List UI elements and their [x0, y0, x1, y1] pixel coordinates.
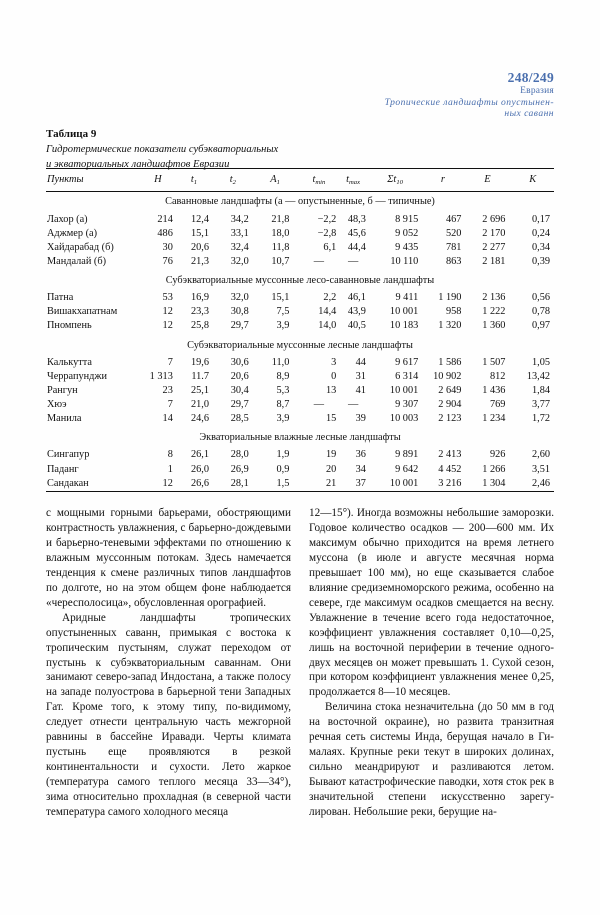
table-cell-K: 0,17: [531, 213, 550, 225]
table-cell-E: 1 266: [482, 463, 506, 475]
table-row: [46, 384, 554, 398]
table-cell-r: 10 902: [433, 370, 462, 382]
table-cell-t2: 26,9: [230, 463, 249, 475]
table-cell-K: 0,34: [531, 241, 550, 253]
table-cell-r: 958: [446, 306, 462, 318]
table-row-label: Вишакхапатнам: [47, 306, 118, 318]
table-cell-K: 13,42: [526, 370, 550, 382]
table-cell-K: 0,56: [531, 292, 550, 304]
table-cell-tmin: 3: [331, 356, 337, 368]
table-bottom-rule: [46, 491, 554, 492]
table-cell-t2: 32,4: [230, 241, 249, 253]
table-cell-K: 3,77: [531, 398, 550, 410]
table-row-label: Черрапунджи: [47, 370, 108, 382]
table-cell-tmax: 31: [355, 370, 366, 382]
table-cell-K: 0,78: [531, 306, 550, 318]
text-column-left: [46, 506, 291, 820]
table-cell-r: 2 123: [438, 413, 462, 425]
col-head-k: [515, 169, 554, 192]
table-row: [46, 463, 554, 477]
table-cell-r: 781: [446, 241, 462, 253]
col-head-h: [143, 169, 179, 192]
table-cell-A1: 7,5: [276, 306, 290, 318]
table-cell-E: 1 304: [482, 477, 506, 489]
table-section-header: [46, 192, 554, 213]
table-body: [46, 192, 554, 491]
table-cell-t2: 30,6: [230, 356, 249, 368]
table-cell-E: 1 507: [482, 356, 506, 368]
table-cell-A1: 3,9: [276, 413, 290, 425]
table-cell-A1: 0,9: [276, 463, 290, 475]
table-cell-t2: 32,0: [230, 292, 249, 304]
col-head-tmax-sub: max: [349, 179, 361, 186]
table-cell-tmin: 15: [326, 413, 337, 425]
table-section-header: [46, 426, 554, 448]
col-head-tmax: [340, 169, 372, 192]
table-cell-t2: 32,0: [230, 255, 249, 267]
table-cell-E: 926: [489, 449, 506, 461]
table-row-label: Сингапур: [47, 449, 90, 461]
table-cell-t2: 28,0: [230, 449, 249, 461]
col-head-t2-sub: 2: [232, 179, 236, 186]
table-section-title: Субэкваториальные муссонные лесо-саванновые ландшафты: [165, 275, 435, 287]
table-cell-tmax: —: [347, 255, 359, 267]
table-cell-E: 2 696: [482, 213, 506, 225]
table-cell-A1: 1,5: [276, 477, 290, 489]
table-cell-sumt10: 10 110: [390, 255, 419, 267]
table-cell-t2: 34,2: [230, 213, 249, 225]
table-row-label: Патна: [47, 292, 74, 304]
data-table: [46, 168, 554, 491]
table-cell-tmax: 39: [355, 413, 366, 425]
table-row-label: Пномпень: [47, 320, 92, 332]
table-cell-E: 1 360: [482, 320, 506, 332]
table-cell-H: 76: [162, 255, 173, 267]
table-row: [46, 241, 554, 255]
table-row: [46, 477, 554, 491]
hydrothermal-table: [46, 168, 554, 492]
col-head-a1: [261, 169, 302, 192]
table-cell-sumt10: 9 891: [395, 449, 419, 461]
table-cell-t2: 30,8: [230, 306, 249, 318]
table-cell-r: 1 190: [438, 292, 462, 304]
table-cell-H: 12: [162, 320, 173, 332]
table-cell-H: 12: [162, 306, 173, 318]
col-head-sumt10-text: Σt: [387, 174, 397, 185]
table-cell-K: 3,51: [531, 463, 550, 475]
col-head-e-text: E: [484, 174, 491, 185]
table-cell-t1: 20,6: [191, 241, 210, 253]
table-cell-t2: 29,7: [230, 398, 249, 410]
table-cell-t1: 25,8: [191, 320, 210, 332]
table-cell-t1: 24,6: [191, 413, 210, 425]
table-cell-E: 812: [489, 370, 506, 382]
table-cell-A1: 10,7: [271, 255, 290, 267]
table-row-label: Паданг: [47, 463, 79, 475]
col-head-r-text: r: [440, 174, 445, 185]
table-cell-tmin: 14,4: [318, 306, 337, 318]
table-cell-H: 7: [167, 356, 173, 368]
table-cell-H: 14: [162, 413, 173, 425]
col-head-k-text: K: [529, 174, 537, 185]
page-folio: 248/249: [507, 70, 554, 85]
table-cell-tmax: 48,3: [347, 213, 366, 225]
table-row-label: Хайдарабад (б): [47, 241, 114, 253]
table-cell-E: 2 181: [482, 255, 506, 267]
table-cell-A1: 3,9: [276, 320, 290, 332]
table-row-label: Хюэ: [47, 398, 67, 410]
table-header-row: [46, 169, 554, 192]
table-cell-r: 2 649: [438, 384, 462, 396]
table-cell-sumt10: 10 183: [389, 320, 419, 332]
body-text: [46, 506, 554, 820]
table-row-label: Калькутта: [47, 356, 92, 368]
table-cell-K: 0,24: [531, 227, 550, 239]
table-cell-E: 1 234: [482, 413, 506, 425]
table-cell-t1: 25,1: [191, 384, 210, 396]
table-cell-tmax: 36: [355, 449, 366, 461]
table-cell-r: 1 586: [438, 356, 462, 368]
table-cell-t1: 26,6: [191, 477, 210, 489]
col-head-sumt10: [372, 169, 424, 192]
table-row: [46, 370, 554, 384]
table-row: [46, 291, 554, 305]
table-cell-t1: 26,0: [191, 463, 210, 475]
table-cell-sumt10: 9 052: [395, 227, 419, 239]
table-cell-tmax: 45,6: [347, 227, 366, 239]
table-row: [46, 213, 554, 227]
table-cell-sumt10: 6 314: [395, 370, 419, 382]
table-section-header: [46, 269, 554, 291]
table-cell-K: 0,39: [531, 255, 550, 267]
table-title-line2: и экваториальных ландшафтов Евразии: [46, 158, 230, 170]
table-row: [46, 412, 554, 426]
table-cell-r: 863: [446, 255, 462, 267]
table-title-line1: Гидротермические показатели субэкваториальных: [46, 143, 279, 155]
col-head-t2-text: t: [229, 174, 233, 185]
table-cell-A1: 11,0: [271, 356, 290, 368]
table-cell-tmin: 2,2: [323, 292, 337, 304]
table-row-label: Рангун: [47, 384, 78, 396]
table-cell-tmin: −2,2: [317, 213, 337, 225]
table-cell-tmin: 14,0: [318, 320, 337, 332]
table-section-header: [46, 334, 554, 356]
col-head-a1-sub: 1: [276, 179, 280, 186]
table-cell-r: 1 320: [438, 320, 462, 332]
table-cell-r: 520: [446, 227, 462, 239]
paragraph: 12—15°). Иногда возможны небольшие заморозки. Годовое количество осадков — 200—600 мм. Их максимум обычно приходится на время летнего муссона (в июле и августе месячная норма превышает 100 мм), но еще сказывается слабое влияние средиземноморского режима, особенно на севере, где максимум осадков смещается на весну. Увлажнение в течение всего года недостаточное, коэффициент увлажнения составляет 0,10—0,25, лишь на восточной периферии в течение одного-двух месяцев он может превышать 1. Сухой сезон, при котором коэффициент увлажнения менее 0,25, продолжается 8—10 месяцев.: [309, 507, 554, 699]
table-cell-tmax: 44: [355, 356, 366, 368]
table-row-label: Манила: [47, 413, 82, 425]
table-cell-H: 30: [162, 241, 173, 253]
table-cell-tmin: 13: [326, 384, 337, 396]
table-cell-A1: 1,9: [276, 449, 290, 461]
paragraph: Аридные ландшафты тропических опустыненных саванн, примыкая с востока к тропическим пустыням, служат переходом от пустынь к субэкваториальным саваннам. Они занимают северо-запад Индостана, а также полосу на западе полуострова в барьерной тени Западных Гат. Кроме того, к этому типу, по-видимому, следует отнести центральную часть межгорной равнины в бассейне Иравади. Черты климата пустынь еще проявляются в резкой континентальности и сухости. Лето жаркое (температура самого теплого месяца 33—34°), зима относительно прохладная (в северной части температура самого холодного месяца: [46, 611, 291, 819]
table-head: [46, 169, 554, 192]
table-row: [46, 449, 554, 463]
table-cell-K: 1,05: [531, 356, 550, 368]
table-cell-tmax: 46,1: [347, 292, 366, 304]
table-cell-H: 7: [167, 398, 173, 410]
table-cell-sumt10: 9 411: [395, 292, 419, 304]
table-cell-tmax: —: [347, 398, 359, 410]
table-cell-tmin: 20: [326, 463, 337, 475]
col-head-h-text: H: [154, 174, 162, 185]
table-cell-t1: 16,9: [191, 292, 210, 304]
table-cell-H: 23: [162, 384, 173, 396]
table-cell-sumt10: 9 307: [395, 398, 419, 410]
table-number: Таблица 9: [46, 128, 97, 140]
table-cell-t2: 20,6: [230, 370, 249, 382]
table-row-label: Лахор (а): [47, 213, 88, 225]
table-row: [46, 227, 554, 241]
table-cell-H: 214: [157, 213, 173, 225]
table-cell-tmin: 19: [326, 449, 337, 461]
table-cell-t1: 26,1: [191, 449, 210, 461]
text-column-right: [309, 506, 554, 820]
table-row-label: Аджмер (а): [47, 227, 98, 239]
table-cell-H: 1 313: [149, 370, 173, 382]
col-head-a1-text: A: [270, 174, 277, 185]
table-cell-E: 1 222: [482, 306, 506, 318]
table-row-label: Сандакан: [47, 477, 89, 489]
table-row: [46, 356, 554, 370]
table-cell-H: 53: [162, 292, 173, 304]
col-head-punkty: Пункты: [47, 174, 84, 185]
table-cell-A1: 5,3: [276, 384, 290, 396]
table-cell-E: 2 170: [482, 227, 506, 239]
table-cell-tmin: −2,8: [317, 227, 337, 239]
table-row-label: Мандалай (б): [47, 255, 107, 267]
col-head-tmax-text: t: [346, 174, 350, 185]
table-cell-H: 1: [167, 463, 173, 475]
table-cell-E: 1 436: [482, 384, 506, 396]
table-section-title: Саванновые ландшафты (а — опустыненные, б — типичные): [165, 196, 435, 208]
table-cell-sumt10: 10 001: [389, 384, 419, 396]
table-cell-tmin: 6,1: [323, 241, 337, 253]
table-cell-sumt10: 10 001: [389, 477, 419, 489]
table-cell-t2: 33,1: [230, 227, 249, 239]
table-cell-sumt10: 9 617: [395, 356, 419, 368]
table-cell-H: 486: [157, 227, 173, 239]
table-cell-sumt10: 9 642: [395, 463, 419, 475]
col-head-e: [469, 169, 515, 192]
table-cell-tmax: 40,5: [347, 320, 366, 332]
table-cell-tmin: —: [313, 398, 324, 410]
table-cell-K: 2,60: [531, 449, 550, 461]
table-cell-E: 769: [489, 398, 506, 410]
running-head-region: Евразия: [520, 85, 554, 96]
table-section-title: Экваториальные влажные лесные ландшафты: [199, 432, 401, 444]
table-cell-t1: 12,4: [191, 213, 210, 225]
running-head-title-line2: ных саванн: [504, 108, 554, 120]
table-cell-r: 2 904: [438, 398, 462, 410]
table-row: [46, 255, 554, 269]
table-caption: [46, 127, 516, 171]
running-head: [385, 70, 554, 120]
table-cell-K: 0,97: [531, 320, 550, 332]
running-head-title-line1: Тропические ландшафты опустынен-: [384, 97, 554, 109]
table-cell-H: 8: [167, 449, 173, 461]
paragraph: Величина стока незначительна (до 50 мм в год на восточной окраине), но развита транзитная речная сеть системы Инда, берущая начало в Гималаях. Крупные реки текут в широких долинах, сильно меандрируют и разливаются летом. Бывают катастрофические паводки, хотя сток рек в значительной степени искусственно зарегулирован. Небольшие реки, берущие на-: [309, 701, 554, 819]
table-cell-t1: 21,3: [191, 255, 210, 267]
table-cell-tmax: 37: [355, 477, 366, 489]
table-cell-t2: 29,7: [230, 320, 249, 332]
table-cell-tmax: 41: [355, 384, 366, 396]
table-cell-sumt10: 9 435: [395, 241, 419, 253]
table-cell-t1: 15,1: [191, 227, 210, 239]
table-cell-A1: 8,7: [276, 398, 290, 410]
table-cell-A1: 15,1: [271, 292, 290, 304]
col-head-t2: [217, 169, 261, 192]
table-row: [46, 398, 554, 412]
table-cell-r: 4 452: [438, 463, 462, 475]
table-cell-r: 3 216: [438, 477, 462, 489]
table-cell-sumt10: 10 001: [389, 306, 419, 318]
col-head-t1: [179, 169, 217, 192]
table-cell-t1: 21,0: [191, 398, 210, 410]
col-head-tmin: [301, 169, 340, 192]
col-head-t1-sub: 1: [193, 179, 198, 186]
table-cell-A1: 8,9: [276, 370, 290, 382]
table-cell-tmax: 34: [355, 463, 366, 475]
table-cell-A1: 11,8: [271, 241, 290, 253]
table-cell-H: 12: [162, 477, 173, 489]
col-head-sumt10-sub: 10: [396, 179, 403, 186]
table-cell-E: 2 136: [482, 292, 506, 304]
table-cell-K: 1,72: [531, 413, 550, 425]
col-head-tmin-text: t: [312, 174, 316, 185]
table-cell-tmin: 0: [331, 370, 337, 382]
col-head-t1-text: t: [190, 174, 194, 185]
table-cell-t2: 28,1: [230, 477, 249, 489]
paragraph: с мощными горными барьерами, обостряющими контрастность увлажнения, с барьерно-дождевыми и барьерно-теневыми эффектами по отношению к влажным муссонным потокам. Здесь намечается тенденция к смене различных типов ландшафтов по долготе, но на этом общем фоне наблюдается «чересполосица», обусловленная орографией.: [46, 507, 291, 609]
table-cell-A1: 18,0: [271, 227, 290, 239]
table-row: [46, 319, 554, 333]
table-cell-t2: 30,4: [230, 384, 249, 396]
table-cell-K: 1,84: [531, 384, 550, 396]
table-cell-t2: 28,5: [230, 413, 249, 425]
table-cell-t1: 23,3: [191, 306, 210, 318]
table-cell-t1: 19,6: [191, 356, 210, 368]
table-section-title: Субэкваториальные муссонные лесные ландшафты: [187, 339, 413, 351]
table-cell-tmin: 21: [326, 477, 337, 489]
table-cell-sumt10: 8 915: [395, 213, 419, 225]
table-cell-tmin: —: [313, 255, 324, 267]
table-row: [46, 305, 554, 319]
col-head-r: [424, 169, 469, 192]
table-cell-tmax: 43,9: [347, 306, 366, 318]
table-cell-r: 2 413: [438, 449, 462, 461]
table-cell-K: 2,46: [531, 477, 550, 489]
table-cell-sumt10: 10 003: [389, 413, 419, 425]
table-cell-E: 2 277: [482, 241, 506, 253]
table-cell-tmax: 44,4: [347, 241, 366, 253]
table-cell-A1: 21,8: [271, 213, 290, 225]
table-cell-t1: 11.7: [191, 370, 210, 382]
table-cell-r: 467: [446, 213, 462, 225]
col-head-tmin-sub: min: [315, 179, 326, 186]
